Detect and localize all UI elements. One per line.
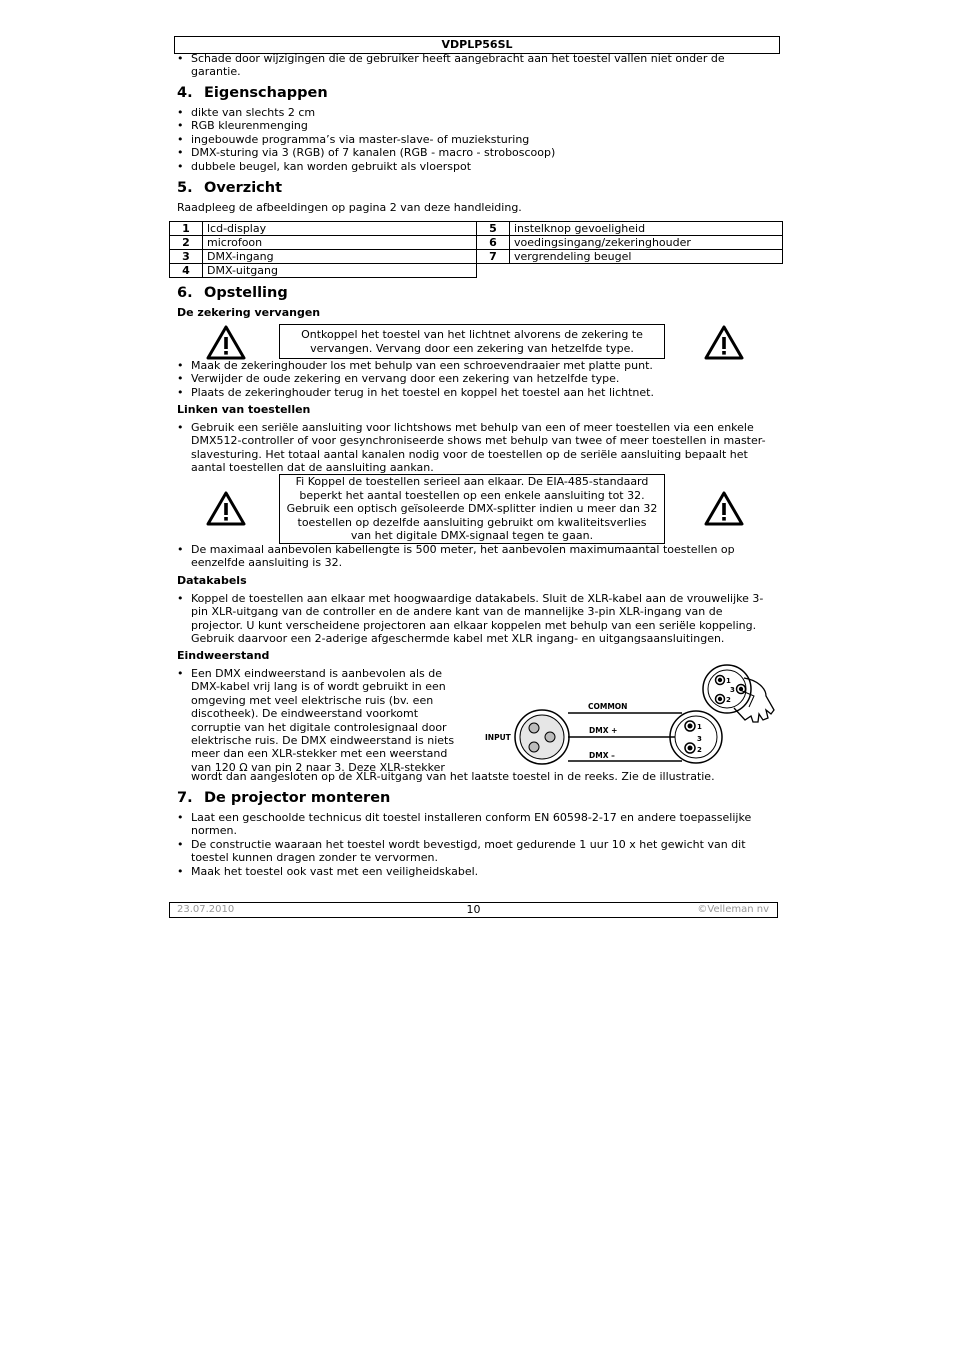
table-row: 1 lcd-display bbox=[170, 222, 477, 236]
warning-triangle-icon bbox=[206, 325, 246, 360]
xlr-input-connector bbox=[515, 710, 569, 764]
list-item: • RGB kleurenmenging bbox=[177, 119, 767, 132]
list-item: • dikte van slechts 2 cm bbox=[177, 106, 767, 119]
dmx-terminator-diagram bbox=[482, 662, 778, 772]
footer-copyright: ©Velleman nv bbox=[697, 904, 769, 915]
table-row: 6 voedingsingang/zekeringhouder bbox=[477, 236, 783, 250]
table-row: 7 vergrendeling beugel bbox=[477, 250, 783, 264]
list-item: • Verwijder de oude zekering en vervang door een zekering van hetzelfde type. bbox=[177, 372, 777, 385]
table-row: 3 DMX-ingang bbox=[170, 250, 477, 264]
subheading-datacables: Datakabels bbox=[177, 574, 247, 587]
list-item: • Koppel de toestellen aan elkaar met hoogwaardige datakabels. Sluit de XLR-kabel aan de vrouwelijke 3-pin XLR-uitgang van de controller en de andere kant van de mannelijke 3-pin XLR-ingang van de projector. U kunt verscheidene projectoren aan elkaar koppelen met behulp van een seriële koppeling. Gebruik daarvoor een 2-aderige afgeschermde kabel met XLR ingang- en uitgangsaansluitingen. bbox=[177, 592, 777, 646]
warning-text: Ontkoppel het toestel van het lichtnet alvorens de zekering te vervangen. Vervang door een zekering van hetzelfde type. bbox=[301, 328, 643, 355]
common-label: COMMON bbox=[588, 702, 628, 711]
footer-date: 23.07.2010 bbox=[177, 904, 235, 915]
section-heading-6: 6. Opstelling bbox=[177, 285, 288, 301]
xlr-terminator-plug bbox=[703, 665, 774, 722]
linking-list bbox=[177, 421, 770, 475]
list-item: • Schade door wijzigingen die de gebruiker heeft aangebracht aan het toestel vallen niet onder de garantie. bbox=[177, 52, 767, 79]
list-item: • Gebruik een seriële aansluiting voor lichtshows met behulp van een of meer toestellen via een enkele DMX512-controller of voor gesynchroniseerde shows met behulp van twee of meer toestellen in master-slavesturing. Het totaal aantal kanalen nodig voor de toestellen op de seriële aansluiting bepaalt het aantal toestellen dat de aansluiting aankan. bbox=[177, 421, 770, 475]
table-row: 2 microfoon bbox=[170, 236, 477, 250]
page-footer bbox=[169, 902, 778, 918]
list-item: • Een DMX eindweerstand is aanbevolen als de DMX-kabel vrij lang is of wordt gebruikt in een omgeving met veel elektrische ruis (bv. een discotheek). De eindweerstand voorkomt corruptie van het digitale controlesignaal door elektrische ruis. De DMX eindweerstand is niets meer dan een XLR-stekker met een weerstand van 120 Ω van pin 2 naar 3. Deze XLR-stekker bbox=[177, 667, 465, 774]
list-item: • De maximaal aanbevolen kabellengte is 500 meter, het aanbevolen maximumaantal toestellen op eenzelfde aansluiting is 32. bbox=[177, 543, 767, 570]
terminator-list bbox=[177, 667, 465, 774]
list-item: • De constructie waaraan het toestel wordt bevestigd, moet gedurende 1 uur 10 x het gewicht van dit toestel kunnen dragen zonder te vervormen. bbox=[177, 838, 767, 865]
model-name: VDPLP56SL bbox=[441, 38, 513, 51]
list-item: • dubbele beugel, kan worden gebruikt als vloerspot bbox=[177, 160, 767, 173]
mounting-list bbox=[177, 811, 767, 878]
dmx-plus-label: DMX + bbox=[589, 726, 618, 735]
warning-triangle-icon bbox=[206, 491, 246, 526]
overview-table-left bbox=[169, 221, 477, 278]
input-label: INPUT bbox=[485, 733, 511, 742]
overview-table-right bbox=[476, 221, 783, 264]
linking-list-2 bbox=[177, 543, 767, 570]
list-item: • Plaats de zekeringhouder terug in het toestel en koppel het toestel aan het lichtnet. bbox=[177, 386, 777, 399]
svg-text:3: 3 bbox=[730, 686, 735, 694]
list-item: • Maak de zekeringhouder los met behulp van een schroevendraaier met platte punt. bbox=[177, 359, 777, 372]
overview-intro: Raadpleeg de afbeeldingen op pagina 2 van deze handleiding. bbox=[177, 201, 522, 214]
subheading-fuse: De zekering vervangen bbox=[177, 306, 321, 319]
warning-text: Fi Koppel de toestellen serieel aan elkaar. De EIA-485-standaard beperkt het aantal toestellen op een enkele aansluiting tot 32. Gebruik een optisch geïsoleerde DMX-splitter indien u meer dan 32 toestellen op dezelfde aansluiting gebruikt om kwaliteitsverlies van het digitale DMX-signaal tegen te gaan. bbox=[286, 475, 658, 542]
section-heading-7: 7. De projector monteren bbox=[177, 790, 391, 806]
warning-triangle-icon bbox=[704, 325, 744, 360]
page-number: 10 bbox=[466, 903, 481, 916]
terminator-continuation: wordt dan aangesloten op de XLR-uitgang van het laatste toestel in de reeks. Zie de illustratie. bbox=[191, 770, 715, 783]
section-heading-5: 5. Overzicht bbox=[177, 180, 283, 196]
fuse-warning-box bbox=[279, 324, 665, 359]
features-list bbox=[177, 106, 767, 173]
svg-text:2: 2 bbox=[726, 696, 731, 704]
subheading-linking: Linken van toestellen bbox=[177, 403, 311, 416]
table-row: 4 DMX-uitgang bbox=[170, 264, 477, 278]
linking-warning-box bbox=[279, 474, 665, 544]
svg-text:1: 1 bbox=[726, 677, 731, 685]
warning-triangle-icon bbox=[704, 491, 744, 526]
list-item: • Maak het toestel ook vast met een veiligheidskabel. bbox=[177, 865, 767, 878]
subheading-terminator: Eindweerstand bbox=[177, 649, 270, 662]
svg-text:3: 3 bbox=[697, 735, 702, 743]
fuse-steps-list bbox=[177, 359, 777, 399]
xlr-output-connector bbox=[670, 711, 722, 763]
table-row: 5 instelknop gevoeligheid bbox=[477, 222, 783, 236]
section-heading-4: 4. Eigenschappen bbox=[177, 85, 328, 101]
svg-text:1: 1 bbox=[697, 723, 702, 731]
svg-text:2: 2 bbox=[697, 746, 702, 754]
intro-list bbox=[177, 52, 767, 79]
list-item: • DMX-sturing via 3 (RGB) of 7 kanalen (RGB - macro - stroboscoop) bbox=[177, 146, 767, 159]
list-item: • ingebouwde programma’s via master-slave- of muzieksturing bbox=[177, 133, 767, 146]
datacables-list bbox=[177, 592, 777, 646]
dmx-minus-label: DMX – bbox=[589, 751, 615, 760]
list-item: • Laat een geschoolde technicus dit toestel installeren conform EN 60598-2-17 en andere toepasselijke normen. bbox=[177, 811, 767, 838]
